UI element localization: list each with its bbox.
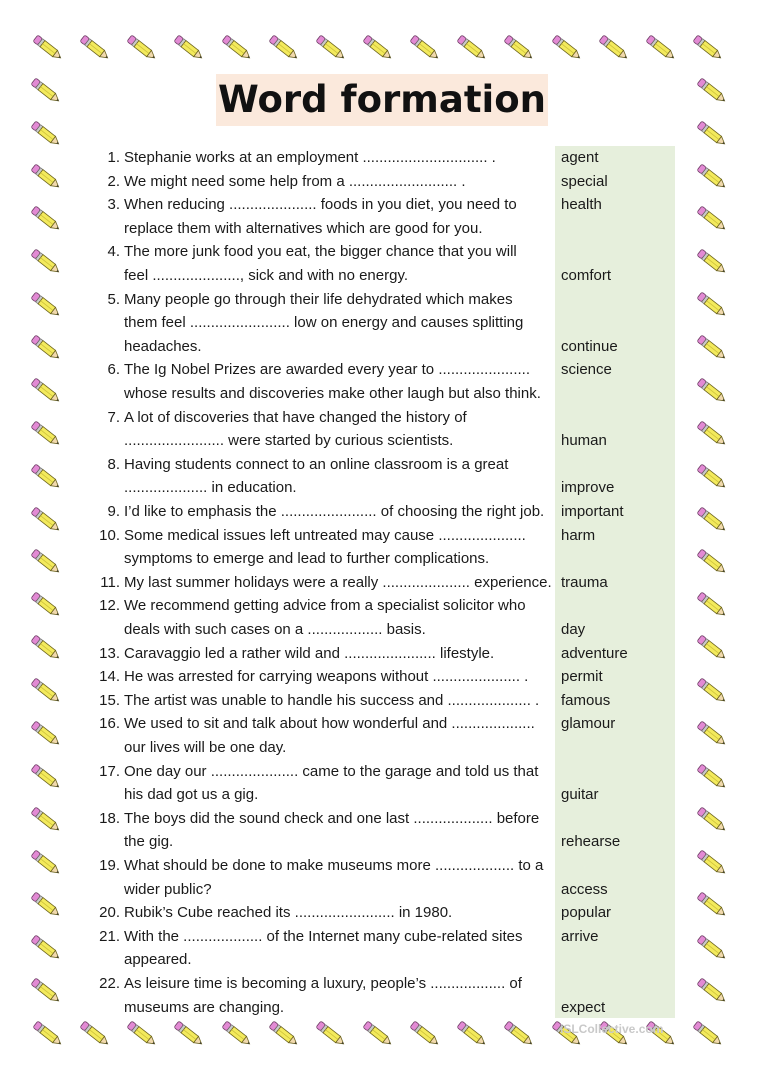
pencil-icon	[690, 30, 726, 66]
item-text: museums are changing.	[124, 998, 285, 1016]
root-word: continue	[561, 337, 618, 355]
root-word: agent	[561, 149, 599, 166]
pencil-icon	[694, 716, 730, 752]
item-text: We used to sit and talk about how wonderful and ....................	[124, 715, 535, 733]
pencil-icon	[124, 1016, 160, 1052]
item-number: 4.	[107, 243, 120, 261]
item-text: The boys did the sound check and one last ................... before	[124, 809, 540, 827]
item-text: When reducing ..................... foods in you diet, you need to	[124, 196, 517, 214]
pencil-icon	[694, 845, 730, 881]
root-word: day	[561, 621, 586, 638]
pencil-icon	[694, 459, 730, 495]
item-text: whose results and discoveries make other laugh but also think.	[124, 385, 541, 402]
pencil-icon	[643, 30, 679, 66]
item-text: The artist was unable to handle his success and .................... .	[124, 691, 540, 709]
item-text: A lot of discoveries that have changed the history of	[124, 408, 467, 426]
item-number: 17.	[99, 762, 120, 780]
item-number: 3.	[107, 196, 120, 214]
root-word: science	[561, 361, 612, 379]
root-word: health	[561, 196, 602, 214]
item-text: replace them with alternatives which are good for you.	[124, 219, 483, 237]
pencil-icon	[28, 73, 64, 109]
item-text: appeared.	[124, 951, 192, 969]
item-text: The more junk food you eat, the bigger chance that you will	[124, 243, 517, 261]
item-number: 18.	[99, 809, 120, 827]
root-word: adventure	[561, 644, 628, 662]
item-text: Having students connect to an online classroom is a great	[124, 455, 509, 473]
pencil-icon	[219, 1016, 255, 1052]
item-text: My last summer holidays were a really ..................... experience.	[124, 573, 552, 591]
pencil-icon	[30, 30, 66, 66]
pencil-icon	[219, 30, 255, 66]
item-text: We might need some help from a .......................... .	[124, 172, 466, 190]
pencil-icon	[694, 887, 730, 923]
pencil-icon	[501, 30, 537, 66]
root-word: special	[561, 172, 608, 190]
root-word: glamour	[561, 715, 616, 733]
pencil-icon	[171, 30, 207, 66]
pencil-icon	[77, 1016, 113, 1052]
pencil-icon	[690, 1016, 726, 1052]
root-word: access	[561, 880, 608, 898]
item-text: ........................ were started by curious scientists.	[124, 432, 454, 450]
root-word: permit	[561, 668, 603, 686]
pencil-icon	[694, 930, 730, 966]
item-number: 7.	[107, 408, 120, 426]
root-word: popular	[561, 904, 612, 922]
pencil-icon	[694, 201, 730, 237]
pencil-icon	[694, 244, 730, 280]
pencil-icon	[124, 30, 160, 66]
root-word: guitar	[561, 786, 599, 804]
item-number: 15.	[99, 691, 120, 709]
root-word: comfort	[561, 267, 612, 284]
pencil-icon	[694, 802, 730, 838]
pencil-icon	[694, 287, 730, 323]
item-number: 20.	[99, 904, 120, 922]
item-text: them feel ........................ low on energy and causes splitting	[124, 314, 524, 332]
pencil-icon	[407, 30, 443, 66]
pencil-icon	[694, 973, 730, 1009]
pencil-icon	[694, 373, 730, 409]
pencil-icon	[501, 1016, 537, 1052]
item-number: 14.	[99, 668, 120, 686]
pencil-icon	[694, 416, 730, 452]
pencil-icon	[694, 116, 730, 152]
root-word: improve	[561, 479, 615, 497]
pencil-icon	[407, 1016, 443, 1052]
pencil-icon	[454, 30, 490, 66]
item-number: 11.	[100, 573, 120, 591]
item-number: 16.	[99, 715, 120, 733]
item-text: Caravaggio led a rather wild and ...................... lifestyle.	[124, 644, 495, 662]
item-text: I’d like to emphasis the ....................... of choosing the right job.	[124, 503, 545, 520]
item-number: 6.	[107, 361, 120, 379]
item-text: What should be done to make museums more ................... to a	[124, 857, 544, 874]
root-word: rehearse	[561, 833, 621, 851]
item-text: With the ................... of the Internet many cube-related sites	[124, 927, 523, 945]
item-number: 19.	[99, 857, 120, 874]
pencil-icon	[694, 587, 730, 623]
item-number: 21.	[99, 927, 120, 945]
pencil-icon	[694, 159, 730, 195]
item-text: feel ....................., sick and with no energy.	[124, 267, 409, 284]
item-number: 8.	[107, 455, 120, 473]
item-text: Many people go through their life dehydrated which makes	[124, 290, 513, 308]
item-text: The Ig Nobel Prizes are awarded every year to ......................	[124, 361, 531, 379]
pencil-icon	[77, 30, 113, 66]
item-text: Rubik’s Cube reached its ........................ in 1980.	[124, 904, 453, 922]
pencil-icon	[360, 1016, 396, 1052]
page-title: Word formation	[218, 78, 546, 121]
pencil-icon	[694, 630, 730, 666]
pencil-icon	[694, 759, 730, 795]
item-text: symptoms to emerge and lead to further complications.	[124, 550, 490, 568]
root-word: harm	[561, 526, 596, 544]
item-number: 12.	[99, 597, 120, 615]
item-text: We recommend getting advice from a specialist solicitor who	[124, 597, 526, 615]
item-text: One day our ..................... came to the garage and told us that	[124, 762, 539, 780]
item-number: 10.	[99, 526, 120, 544]
item-text: Stephanie works at an employment .............................. .	[124, 149, 496, 166]
item-text: the gig.	[124, 833, 174, 851]
pencil-icon	[454, 1016, 490, 1052]
item-text: deals with such cases on a .................. basis.	[124, 621, 426, 638]
pencil-icon	[549, 30, 585, 66]
pencil-icon	[30, 1016, 66, 1052]
pencil-icon	[694, 544, 730, 580]
item-text: He was arrested for carrying weapons without ..................... .	[124, 668, 529, 686]
item-text: our lives will be one day.	[124, 739, 287, 756]
item-text: his dad got us a gig.	[124, 786, 259, 804]
item-text: .................... in education.	[124, 479, 297, 497]
item-text: As leisure time is becoming a luxury, people’s .................. of	[124, 975, 522, 992]
item-text: wider public?	[124, 880, 212, 898]
pencil-icon	[313, 1016, 349, 1052]
pencil-icon	[266, 1016, 302, 1052]
pencil-icon	[694, 673, 730, 709]
pencil-icon	[313, 30, 349, 66]
pencil-icon	[360, 30, 396, 66]
pencil-icon	[694, 330, 730, 366]
root-word: arrive	[561, 927, 599, 945]
root-word: famous	[561, 691, 611, 709]
item-number: 1.	[107, 149, 120, 166]
pencil-icon	[694, 73, 730, 109]
pencil-icon	[596, 30, 632, 66]
pencil-icon	[266, 30, 302, 66]
item-text: Some medical issues left untreated may cause .....................	[124, 526, 526, 544]
root-word: trauma	[561, 573, 608, 591]
watermark: iSLCollective.com	[560, 1022, 664, 1036]
pencil-icon	[171, 1016, 207, 1052]
pencil-icon	[694, 502, 730, 538]
root-word: human	[561, 432, 607, 450]
item-number: 13.	[99, 644, 120, 662]
root-word: important	[561, 503, 624, 520]
item-number: 2.	[107, 172, 120, 190]
item-number: 5.	[107, 290, 120, 308]
root-word: expect	[561, 998, 606, 1016]
item-number: 22.	[99, 975, 120, 992]
item-number: 9.	[107, 503, 120, 520]
item-text: headaches.	[124, 337, 202, 355]
